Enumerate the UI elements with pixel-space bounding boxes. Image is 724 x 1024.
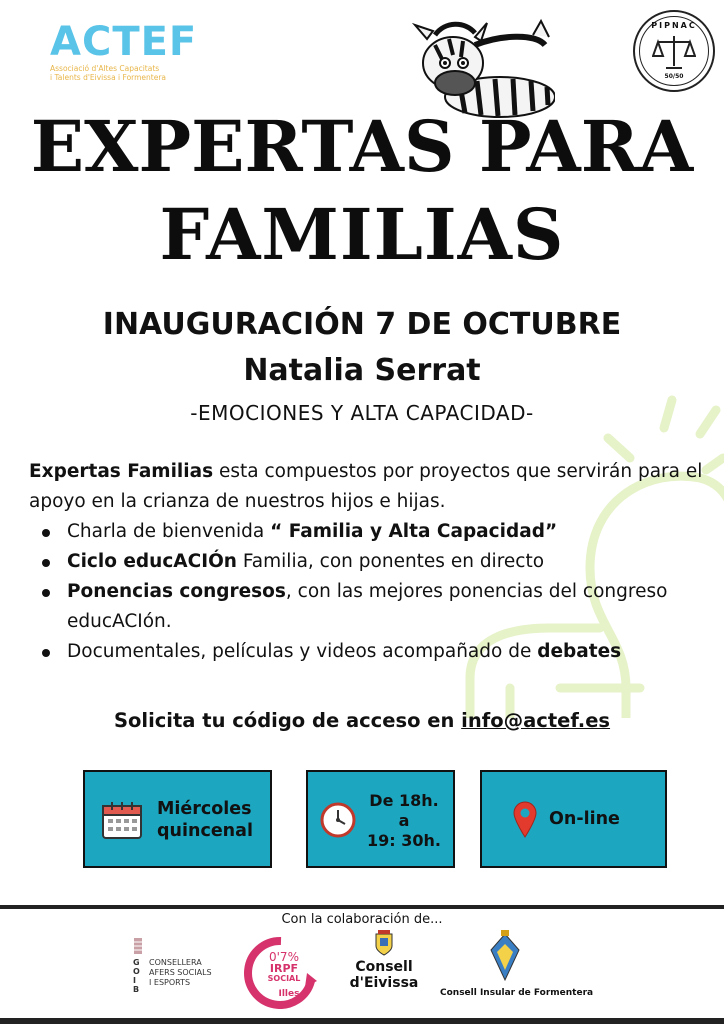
location-box [480,770,667,868]
time-text [356,791,452,851]
time-box [306,770,455,868]
schedule-box [83,770,272,868]
eivissa-crest-icon [372,930,396,956]
time-line-2: a [398,811,410,830]
irpf-label: IRPF [269,962,299,975]
bullet-text: , con las mejores ponencias del congreso educACIón. [67,581,668,632]
email-link[interactable]: info@actef.es [461,709,611,732]
goib-logo [133,938,233,998]
irpf-illes: Illes [278,989,300,999]
bullet-bold: Ciclo educACIÓn [67,551,237,572]
intro-bold: Expertas Familias [29,461,214,482]
inauguration-date: INAUGURACIÓN 7 DE OCTUBRE [102,307,622,342]
eivissa-line-2: d'Eivissa [349,975,419,991]
pipnac-logo [633,10,715,92]
pipnac-ratio: 50/50 [664,73,684,80]
bullet-text: Charla de bienvenida [67,521,271,542]
goib-letters [133,958,140,994]
footer-divider [0,905,724,909]
irpf-text [261,951,307,999]
goib-department [149,958,212,988]
schedule-line-1: Miércoles [157,799,252,819]
goib-letter: B [133,985,140,994]
list-item [29,517,709,547]
list-item [29,577,709,637]
collaboration-label: Con la colaboración de... [281,912,443,927]
talk-topic: -EMOCIONES Y ALTA CAPACIDAD- [190,401,534,425]
description-intro [29,457,709,517]
goib-line-3: I ESPORTS [149,978,191,987]
actef-logo [50,19,198,82]
formentera-crest-icon [487,930,523,984]
intro-rest: esta compuestos por proyectos que servirán para el apoyo en la crianza de nuestros hijos e hijas. [29,461,703,512]
eivissa-line-1: Consell [355,959,413,975]
location-pin-icon [512,800,538,838]
clock-icon [320,802,356,838]
bullet-bold: debates [537,641,622,662]
actef-subtitle-1: Associació d'Altes Capacitats [50,64,160,73]
time-line-1: De 18h. [369,791,439,810]
bullet-bold: “ Familia y Alta Capacidad” [270,521,558,542]
goib-letter: G [133,958,140,967]
location-text: On-line [549,809,620,829]
feature-list [29,517,709,667]
irpf-social-logo [241,935,321,1009]
list-item [29,637,709,667]
cta-text: Solicita tu código de acceso en [113,709,462,732]
footer-bottom-bar [0,1018,724,1024]
goib-letter: I [133,976,136,985]
schedule-text [157,798,267,842]
list-item [29,547,709,577]
consell-eivissa-logo [342,930,426,1010]
time-line-3: 19: 30h. [367,831,441,850]
goib-line-2: AFERS SOCIALS [149,968,212,977]
page-title-line-2: FAMILIAS [159,193,565,276]
speaker-name: Natalia Serrat [243,353,481,388]
goib-letter: O [133,967,140,976]
irpf-percent: 0'7% [269,950,299,964]
calendar-icon [100,800,144,840]
goib-line-1: CONSELLERA [149,958,202,967]
goib-flag-icon [134,938,142,954]
bullet-text: Familia, con ponentes en directo [236,551,545,572]
formentera-name: Consell Insular de Formentera [440,988,594,998]
bullet-text: Documentales, películas y videos acompañado de [67,641,538,662]
schedule-line-2: quincenal [157,821,253,841]
balance-scale-icon [652,32,696,72]
description [29,457,709,667]
irpf-social: SOCIAL [267,974,301,983]
access-code-cta [0,706,724,736]
pipnac-name: PIPNAC [651,21,697,30]
consell-formentera-logo [440,930,594,1010]
page-title-line-1: EXPERTAS PARA [30,105,694,188]
actef-subtitle-2: i Talents d'Eivissa i Formentera [50,73,167,82]
actef-wordmark: ACTEF [50,19,198,65]
bullet-bold: Ponencias congresos [67,581,286,602]
